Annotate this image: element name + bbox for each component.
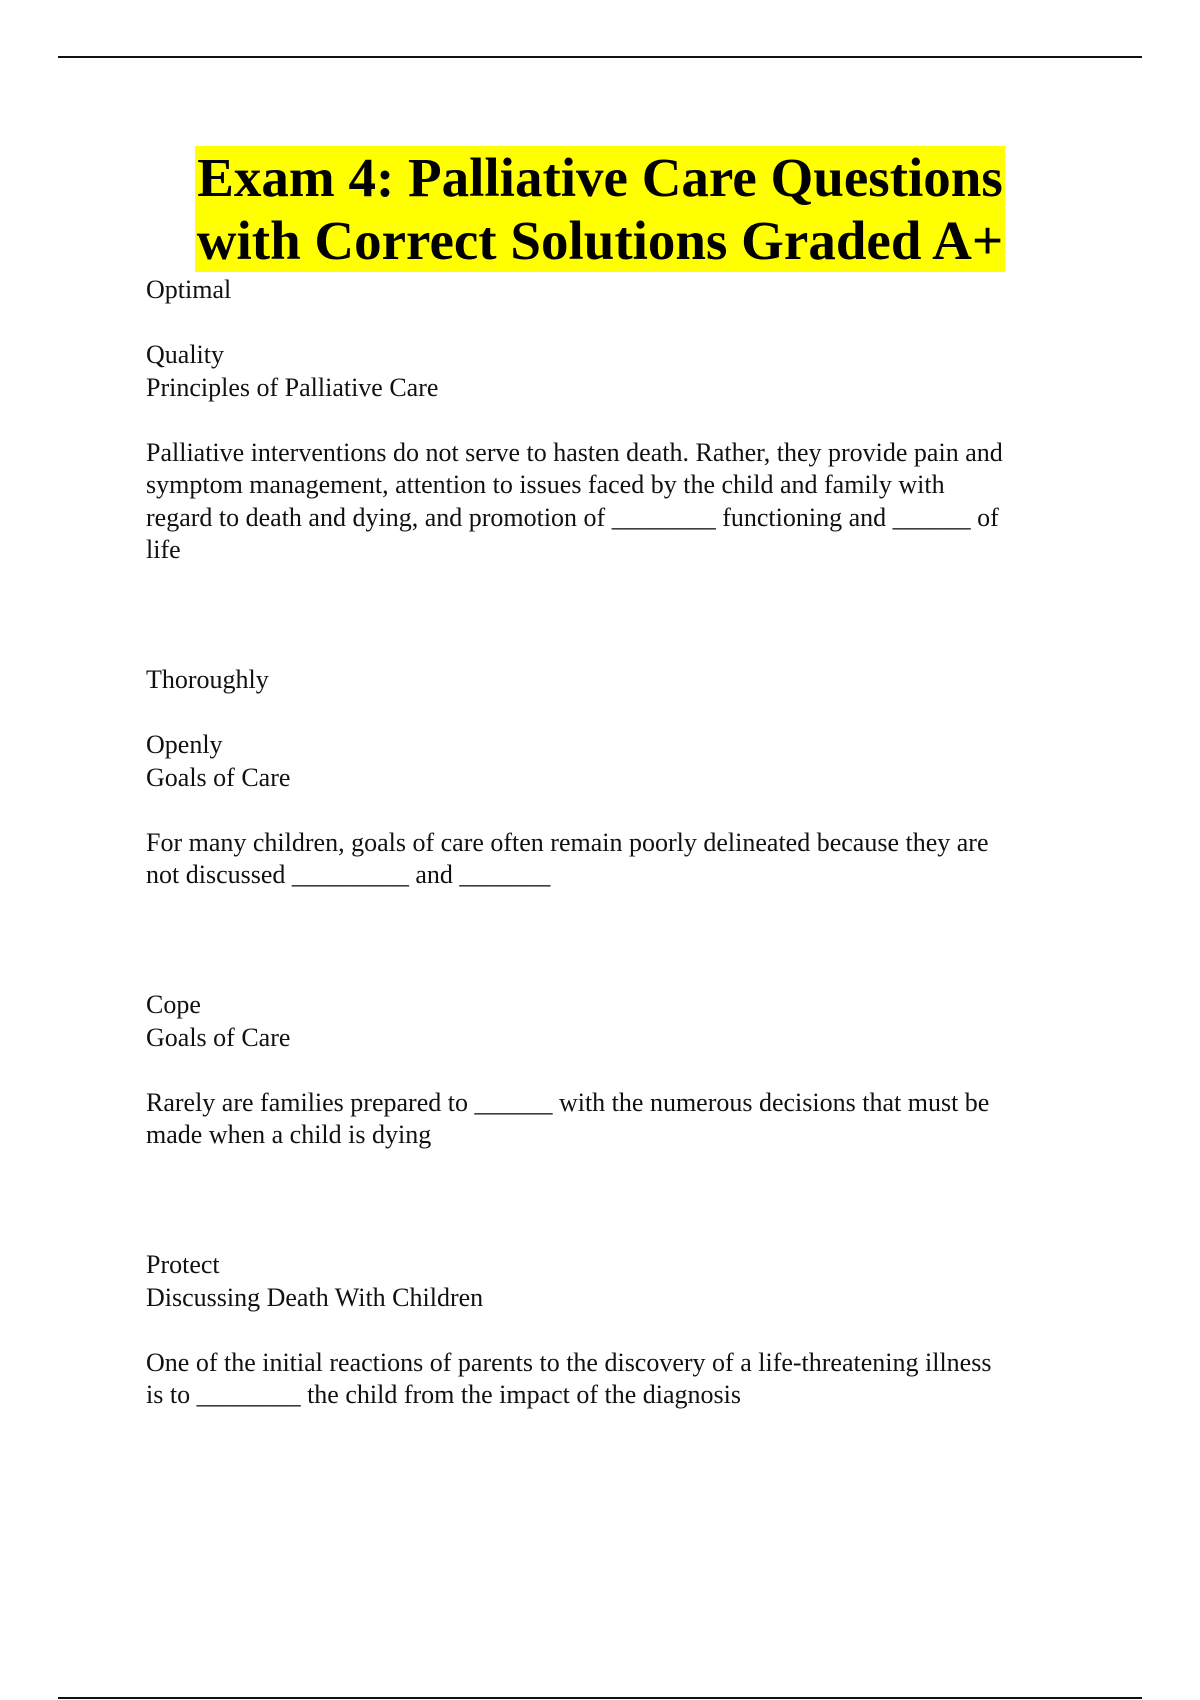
answer-text: Thoroughly bbox=[146, 665, 269, 694]
question-line: One of the initial reactions of parents to the discovery of a life-threatening illness bbox=[146, 1347, 992, 1377]
topic-heading: Principles of Palliative Care bbox=[146, 372, 439, 402]
answer-text: Optimal bbox=[146, 275, 232, 304]
flashcard bbox=[146, 274, 1086, 567]
question-line: Rarely are families prepared to ______ with the numerous decisions that must be bbox=[146, 1087, 990, 1117]
title-line: with Correct Solutions Graded A+ bbox=[196, 210, 1004, 271]
question-line: not discussed _________ and _______ bbox=[146, 860, 551, 889]
question-line: Palliative interventions do not serve to hasten death. Rather, they provide pain and bbox=[146, 437, 1003, 467]
title-line: Exam 4: Palliative Care Questions bbox=[197, 147, 1003, 208]
question-line: regard to death and dying, and promotion of ________ functioning and ______ of bbox=[146, 502, 999, 532]
topic-heading: Goals of Care bbox=[146, 1022, 291, 1052]
flashcard bbox=[146, 664, 1086, 892]
document-title bbox=[195, 146, 1005, 272]
flashcard bbox=[146, 989, 1086, 1152]
topic-heading: Discussing Death With Children bbox=[146, 1282, 484, 1312]
answer-text: Cope bbox=[146, 990, 201, 1019]
flashcard bbox=[146, 1249, 1086, 1412]
answer-text: Protect bbox=[146, 1250, 220, 1279]
bottom-rule bbox=[58, 1697, 1142, 1699]
top-rule bbox=[58, 56, 1142, 58]
answer-text: Quality bbox=[146, 340, 224, 369]
flashcard-list bbox=[146, 274, 1086, 1412]
title-block bbox=[0, 146, 1200, 272]
question-line: symptom management, attention to issues faced by the child and family with bbox=[146, 470, 945, 499]
answer-text: Openly bbox=[146, 730, 223, 759]
question-line: life bbox=[146, 535, 181, 564]
topic-heading: Goals of Care bbox=[146, 762, 291, 792]
question-line: is to ________ the child from the impact of the diagnosis bbox=[146, 1380, 742, 1409]
question-line: For many children, goals of care often remain poorly delineated because they are bbox=[146, 827, 989, 857]
question-line: made when a child is dying bbox=[146, 1120, 432, 1149]
